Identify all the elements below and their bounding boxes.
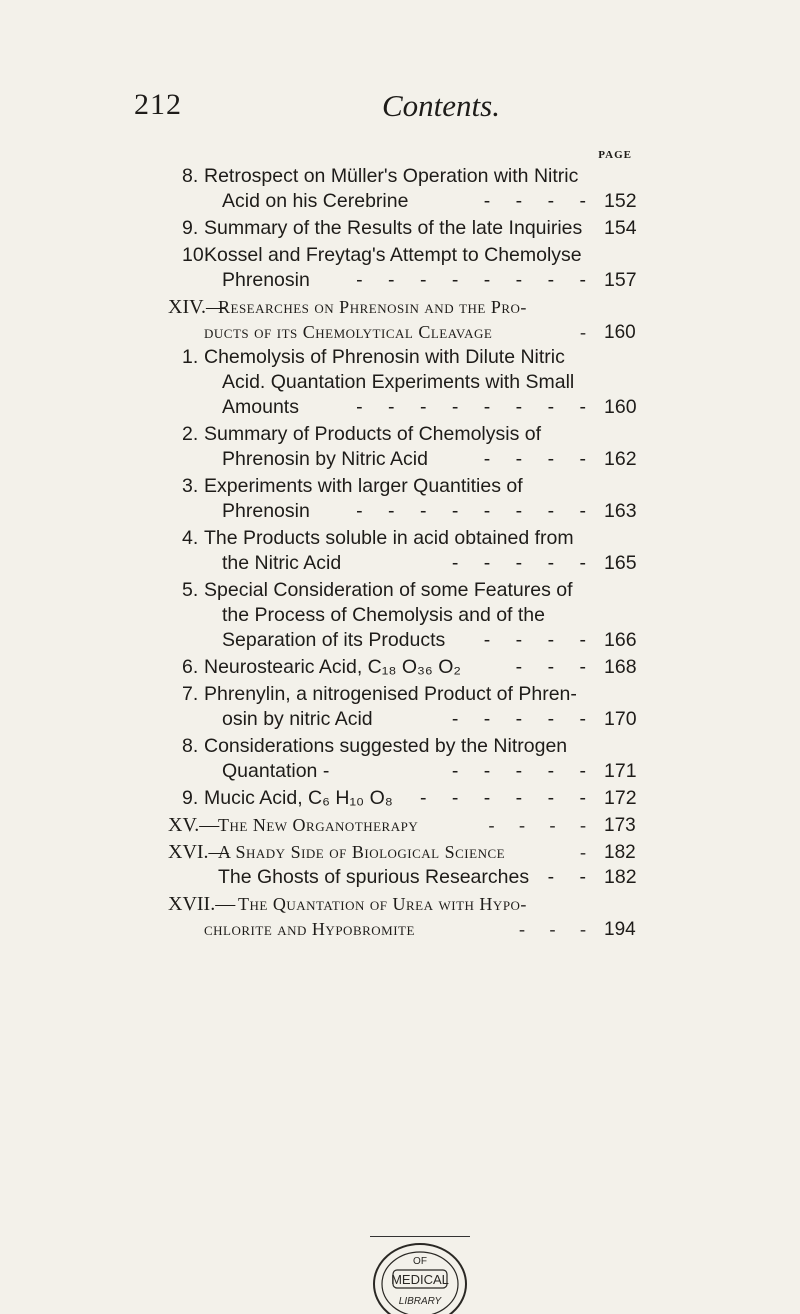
page-ref: 170 <box>604 708 637 730</box>
dot-leader: - - - - - <box>451 708 596 730</box>
toc-entry[interactable] <box>182 345 638 420</box>
page-ref: 182 <box>604 842 636 863</box>
stamp-text-middle: MEDICAL <box>391 1272 449 1287</box>
toc-entry[interactable] <box>182 786 638 811</box>
page-ref: 166 <box>604 629 637 651</box>
entry-title-line: Summary of Products of Chemolysis of <box>204 423 542 445</box>
chapter-title-line: ducts of its Chemolytical Cleavage <box>204 322 493 342</box>
toc-entry[interactable] <box>182 243 638 293</box>
toc-entry[interactable] <box>182 216 638 241</box>
entry-title-line: Mucic Acid, C₆ H₁₀ O₈ <box>204 787 393 809</box>
page-ref: 182 <box>604 866 637 888</box>
dot-leader: - - - <box>519 919 596 939</box>
toc-entry[interactable] <box>182 164 638 214</box>
page-ref: 162 <box>604 448 637 470</box>
page-ref: 171 <box>604 760 637 782</box>
page-ref: 194 <box>604 919 636 940</box>
toc-entry[interactable] <box>182 734 638 784</box>
entry-title-line: Separation of its Products <box>222 629 446 651</box>
toc-entry[interactable] <box>182 682 638 732</box>
entry-number: 6. <box>182 656 199 678</box>
chapter-xiv[interactable] <box>168 295 638 345</box>
chapter-number: XVII.— <box>168 893 236 915</box>
chapter-xvi[interactable] <box>168 840 638 865</box>
entries-group-a <box>182 164 638 293</box>
dot-leader: - - - - - - <box>419 787 596 809</box>
entry-title-line: Acid. Quantation Experiments with Small <box>222 371 575 393</box>
entry-title-line: Acid on his Cerebrine <box>222 190 409 212</box>
dot-leader: - - - - <box>483 448 596 470</box>
entry-title-line: Phrenosin by Nitric Acid <box>222 448 428 470</box>
toc-entry[interactable] <box>182 474 638 524</box>
dot-leader: - <box>580 322 596 342</box>
entry-title-line: Kossel and Freytag's Attempt to Chemolyse <box>204 244 582 266</box>
entry-title: The Ghosts of spurious Researches <box>218 866 530 888</box>
stamp-text-bottom: LIBRARY <box>398 1296 442 1307</box>
page-ref: 173 <box>604 815 636 836</box>
entry-number: 4. <box>182 527 199 549</box>
dot-leader: - <box>580 842 596 862</box>
chapter-title-line: A Shady Side of Biological Science <box>218 842 506 862</box>
entry-title-line: Amounts <box>222 396 299 418</box>
page-ref: 172 <box>604 787 637 809</box>
dot-leader: - - - - - <box>451 552 596 574</box>
toc-entry-ghosts[interactable] <box>182 865 638 890</box>
entry-number: 5. <box>182 579 199 601</box>
entry-title-line: Chemolysis of Phrenosin with Dilute Nitric <box>204 346 565 368</box>
page-ref: 165 <box>604 552 637 574</box>
entries-group-b <box>182 345 638 811</box>
stamp-text-top: OF <box>413 1256 427 1267</box>
entry-number: 3. <box>182 475 199 497</box>
entry-title-line: Retrospect on Müller's Operation with Nitric <box>204 165 579 187</box>
entry-number: 7. <box>182 683 199 705</box>
entry-title-line: Summary of the Results of the late Inquiries <box>204 217 583 239</box>
toc-entry[interactable] <box>182 526 638 576</box>
page-column-label: PAGE <box>598 149 632 161</box>
dot-leader: - - <box>547 866 596 888</box>
dot-leader: - - - - - - - - <box>356 500 596 522</box>
chapter-title-line: The Quantation of Urea with Hypo- <box>238 894 527 914</box>
entry-title-line: osin by nitric Acid <box>222 708 373 730</box>
dot-leader: - - - - - - - - <box>356 396 596 418</box>
page-ref: 160 <box>604 322 636 343</box>
entry-title-line: the Process of Chemolysis and of the <box>222 604 545 626</box>
chapter-number: XVI.— <box>168 841 229 863</box>
entry-title-line: the Nitric Acid <box>222 552 342 574</box>
dot-leader: - - - - <box>483 629 596 651</box>
page-title: Contents. <box>382 88 500 123</box>
page-number: 212 <box>134 88 182 121</box>
dot-leader <box>582 216 604 241</box>
entry-number: 2. <box>182 423 199 445</box>
entry-number: 8. <box>182 735 199 757</box>
entry-number: 10. <box>182 244 210 266</box>
dot-leader: - - - - <box>488 815 596 835</box>
entry-title-line: Considerations suggested by the Nitrogen <box>204 735 568 757</box>
entry-title-line: Phrenylin, a nitrogenised Product of Phren- <box>204 683 577 705</box>
page-ref: 163 <box>604 500 637 522</box>
entry-title-line: The Products soluble in acid obtained from <box>204 527 574 549</box>
dot-leader: - - - - <box>483 190 596 212</box>
entry-number: 8. <box>182 165 199 187</box>
page-ref: 168 <box>604 656 637 678</box>
dot-leader: - - - - - <box>451 760 596 782</box>
entry-number: 9. <box>182 217 199 239</box>
library-stamp <box>355 1240 485 1314</box>
entry-title-line: Experiments with larger Quantities of <box>204 475 523 497</box>
entry-title-line: Neurostearic Acid, C₁₈ O₃₆ O₂ <box>204 656 461 678</box>
dot-leader: - - - <box>515 656 596 678</box>
chapter-xvii[interactable] <box>168 892 638 942</box>
chapter-xv[interactable] <box>168 813 638 838</box>
chapter-number: XV.— <box>168 814 220 836</box>
toc-entry[interactable] <box>182 422 638 472</box>
table-of-contents <box>168 146 638 942</box>
page-ref: 152 <box>604 190 637 212</box>
entry-number: 1. <box>182 346 199 368</box>
chapter-number: XIV.— <box>168 296 226 318</box>
chapter-title-line: chlorite and Hypobromite <box>204 919 415 939</box>
toc-entry[interactable] <box>182 578 638 653</box>
entry-title-line: Phrenosin <box>222 269 310 291</box>
entry-title-line: Special Consideration of some Features of <box>204 579 573 601</box>
entry-number: 9. <box>182 787 199 809</box>
ornamental-rule <box>370 1236 470 1237</box>
dot-leader: - - - - - - - - <box>356 269 596 291</box>
entry-title-line: Quantation - <box>222 760 330 782</box>
toc-entry[interactable] <box>182 655 638 680</box>
page-ref: 157 <box>604 269 637 291</box>
page-ref: 160 <box>604 396 637 418</box>
entry-title-line: Phrenosin <box>222 500 310 522</box>
page-ref: 154 <box>604 217 637 239</box>
chapter-title-line: The New Organotherapy <box>218 815 419 835</box>
chapter-title-line: Researches on Phrenosin and the Pro- <box>218 297 527 317</box>
